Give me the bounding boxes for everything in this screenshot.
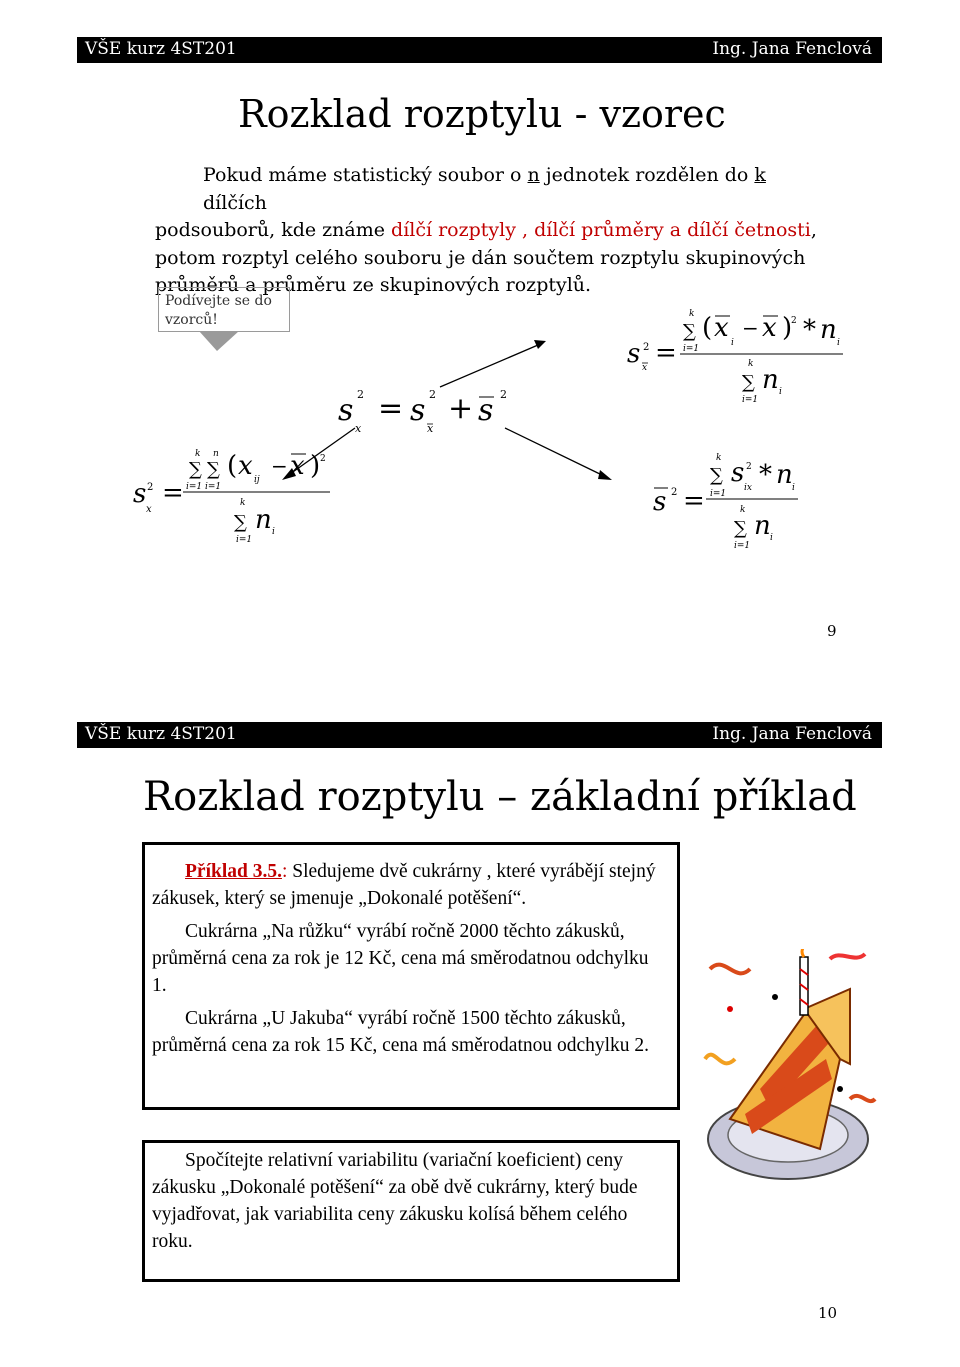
- svg-text:2: 2: [357, 388, 364, 401]
- svg-text:+: +: [448, 391, 474, 426]
- course-label: VŠE kurz 4ST201: [85, 724, 237, 744]
- svg-text:x: x: [642, 363, 648, 373]
- svg-text:ij: ij: [254, 475, 260, 485]
- between-group-variance-formula: [627, 309, 843, 405]
- svg-text:∑: ∑: [189, 459, 202, 480]
- arrow-down-right-head: [598, 470, 612, 480]
- svg-text:s: s: [338, 393, 354, 428]
- svg-text:x: x: [290, 451, 305, 481]
- svg-text:s: s: [133, 479, 147, 509]
- slide-10: [0, 684, 960, 1367]
- svg-text:): ): [310, 451, 321, 481]
- svg-text:k: k: [195, 449, 201, 459]
- svg-text:2: 2: [791, 316, 797, 326]
- svg-text:∑: ∑: [683, 321, 696, 342]
- svg-text:∑: ∑: [734, 518, 747, 539]
- svg-text:s: s: [653, 487, 667, 517]
- svg-text:2: 2: [147, 482, 154, 493]
- intro-text: Pokud máme statistický soubor o n jednotek rozdělen do k dílčích podsouborů, kde známe dílčí rozptyly , dílčí průměry a dílčí četnosti, potom rozptyl celého souboru je dán součtem rozptylu skupinových průměrů a průměru ze skupinových rozptylů.: [155, 164, 817, 296]
- svg-text:x: x: [146, 504, 152, 515]
- svg-text:k: k: [689, 309, 695, 319]
- svg-text:2: 2: [746, 462, 752, 472]
- callout-note: Podívejte se do vzorců!: [158, 287, 290, 332]
- svg-text:2: 2: [320, 454, 326, 464]
- svg-text:s: s: [627, 339, 641, 369]
- svg-text:k: k: [748, 359, 754, 369]
- svg-text:i=1: i=1: [236, 535, 253, 545]
- svg-text:=: =: [378, 391, 404, 426]
- svg-text:2: 2: [429, 388, 436, 401]
- svg-text:): ): [782, 313, 793, 343]
- svg-text:i: i: [731, 338, 734, 348]
- svg-text:i=1: i=1: [186, 482, 203, 492]
- arrow-down-right: [505, 428, 604, 476]
- decomposition-formula: [338, 388, 507, 435]
- arrow-up-right: [440, 345, 538, 387]
- svg-text:k: k: [740, 505, 746, 515]
- svg-text:2: 2: [500, 388, 507, 401]
- svg-text:s: s: [410, 393, 426, 428]
- svg-text:*: *: [759, 460, 772, 490]
- svg-text:n: n: [762, 365, 779, 395]
- svg-text:=: =: [683, 486, 705, 516]
- shop-1-text: Cukrárna „Na růžku“ vyrábí ročně 2000 těchto zákusků, průměrná cena za rok je 12 Kč, cena má směrodatnou odchylku 1.: [152, 921, 649, 996]
- course-label: VŠE kurz 4ST201: [85, 39, 237, 59]
- formula-diagram: [0, 0, 960, 683]
- svg-text:i: i: [792, 483, 795, 493]
- author-label: Ing. Jana Fenclová: [712, 39, 872, 59]
- svg-text:(: (: [702, 313, 713, 343]
- task-text: Spočítejte relativní variabilitu (variační koeficient) ceny zákusku „Dokonalé potěšení“ za obě dvě cukrárny, který bude vyjadřovat, jak variabilita ceny zákusku kolísá během celého roku.: [152, 1150, 638, 1252]
- slide-title: Rozklad rozptylu – základní příklad: [143, 774, 857, 820]
- svg-text:i: i: [770, 533, 773, 543]
- svg-text:i: i: [272, 527, 275, 537]
- svg-text:i=1: i=1: [734, 541, 751, 551]
- svg-text:i: i: [779, 387, 782, 397]
- svg-text:i=1: i=1: [710, 489, 727, 499]
- svg-text:x: x: [355, 422, 362, 435]
- example-text: Příklad 3.5.: Sledujeme dvě cukrárny , které vyrábějí stejný zákusek, který se jmenuje „Dokonalé potěšení“. Cukrárna „Na růžku“ vyrábí ročně 2000 těchto zákusků, průměrná cena za rok je 12 Kč, cena má směrodatnou odchylku 1. Cukrárna „U Jakuba“ vyrábí ročně 1500 těchto zákusků, průměrná cena za rok 15 Kč, cena má směrodatnou odchylku 2.: [152, 858, 667, 1065]
- svg-text:i=1: i=1: [683, 344, 700, 354]
- svg-text:n: n: [754, 511, 771, 541]
- svg-text:s: s: [731, 458, 745, 488]
- svg-text:ix: ix: [744, 483, 752, 493]
- arrow-up-right-head: [534, 340, 546, 349]
- svg-text:−: −: [742, 316, 759, 340]
- svg-text:∑: ∑: [742, 372, 755, 393]
- slide-title: Rozklad rozptylu - vzorec: [238, 92, 726, 136]
- svg-text:k: k: [716, 453, 722, 463]
- page-number: 9: [827, 622, 837, 640]
- svg-text:=: =: [655, 338, 677, 368]
- svg-text:x: x: [427, 422, 434, 435]
- svg-text:x: x: [762, 313, 777, 343]
- svg-text:x: x: [238, 451, 253, 481]
- svg-text:∑: ∑: [710, 465, 723, 486]
- total-variance-formula: [133, 449, 330, 545]
- within-group-variance-formula: [653, 453, 798, 551]
- header-bar: [77, 722, 882, 748]
- slide-9: [0, 0, 960, 683]
- svg-text:2: 2: [671, 487, 678, 498]
- cake-slice-illustration: [700, 949, 880, 1199]
- svg-text:∑: ∑: [207, 459, 220, 480]
- svg-text:n: n: [820, 315, 837, 345]
- shop-2-text: Cukrárna „U Jakuba“ vyrábí ročně 1500 těchto zákusků, průměrná cena za rok 15 Kč, cena má směrodatnou odchylku 2.: [152, 1008, 650, 1056]
- highlighted-terms: dílčí rozptyly , dílčí průměry a dílčí četnosti: [391, 219, 811, 241]
- author-label: Ing. Jana Fenclová: [712, 724, 872, 744]
- svg-text:*: *: [803, 315, 816, 345]
- svg-text:i=1: i=1: [205, 482, 222, 492]
- svg-text:n: n: [213, 449, 219, 459]
- svg-text:i=1: i=1: [742, 395, 759, 405]
- page-number: 10: [818, 1304, 838, 1322]
- svg-text:n: n: [776, 460, 793, 490]
- example-label: Příklad 3.5.: [185, 861, 282, 882]
- svg-text:i: i: [837, 338, 840, 348]
- svg-text:x: x: [714, 313, 729, 343]
- svg-text:k: k: [240, 498, 246, 508]
- svg-text:n: n: [255, 505, 272, 535]
- svg-text:−: −: [271, 454, 288, 478]
- svg-text:s: s: [478, 393, 494, 428]
- svg-text:=: =: [162, 478, 184, 508]
- svg-text:∑: ∑: [234, 512, 247, 533]
- svg-text:2: 2: [643, 342, 650, 353]
- svg-text:(: (: [227, 451, 238, 481]
